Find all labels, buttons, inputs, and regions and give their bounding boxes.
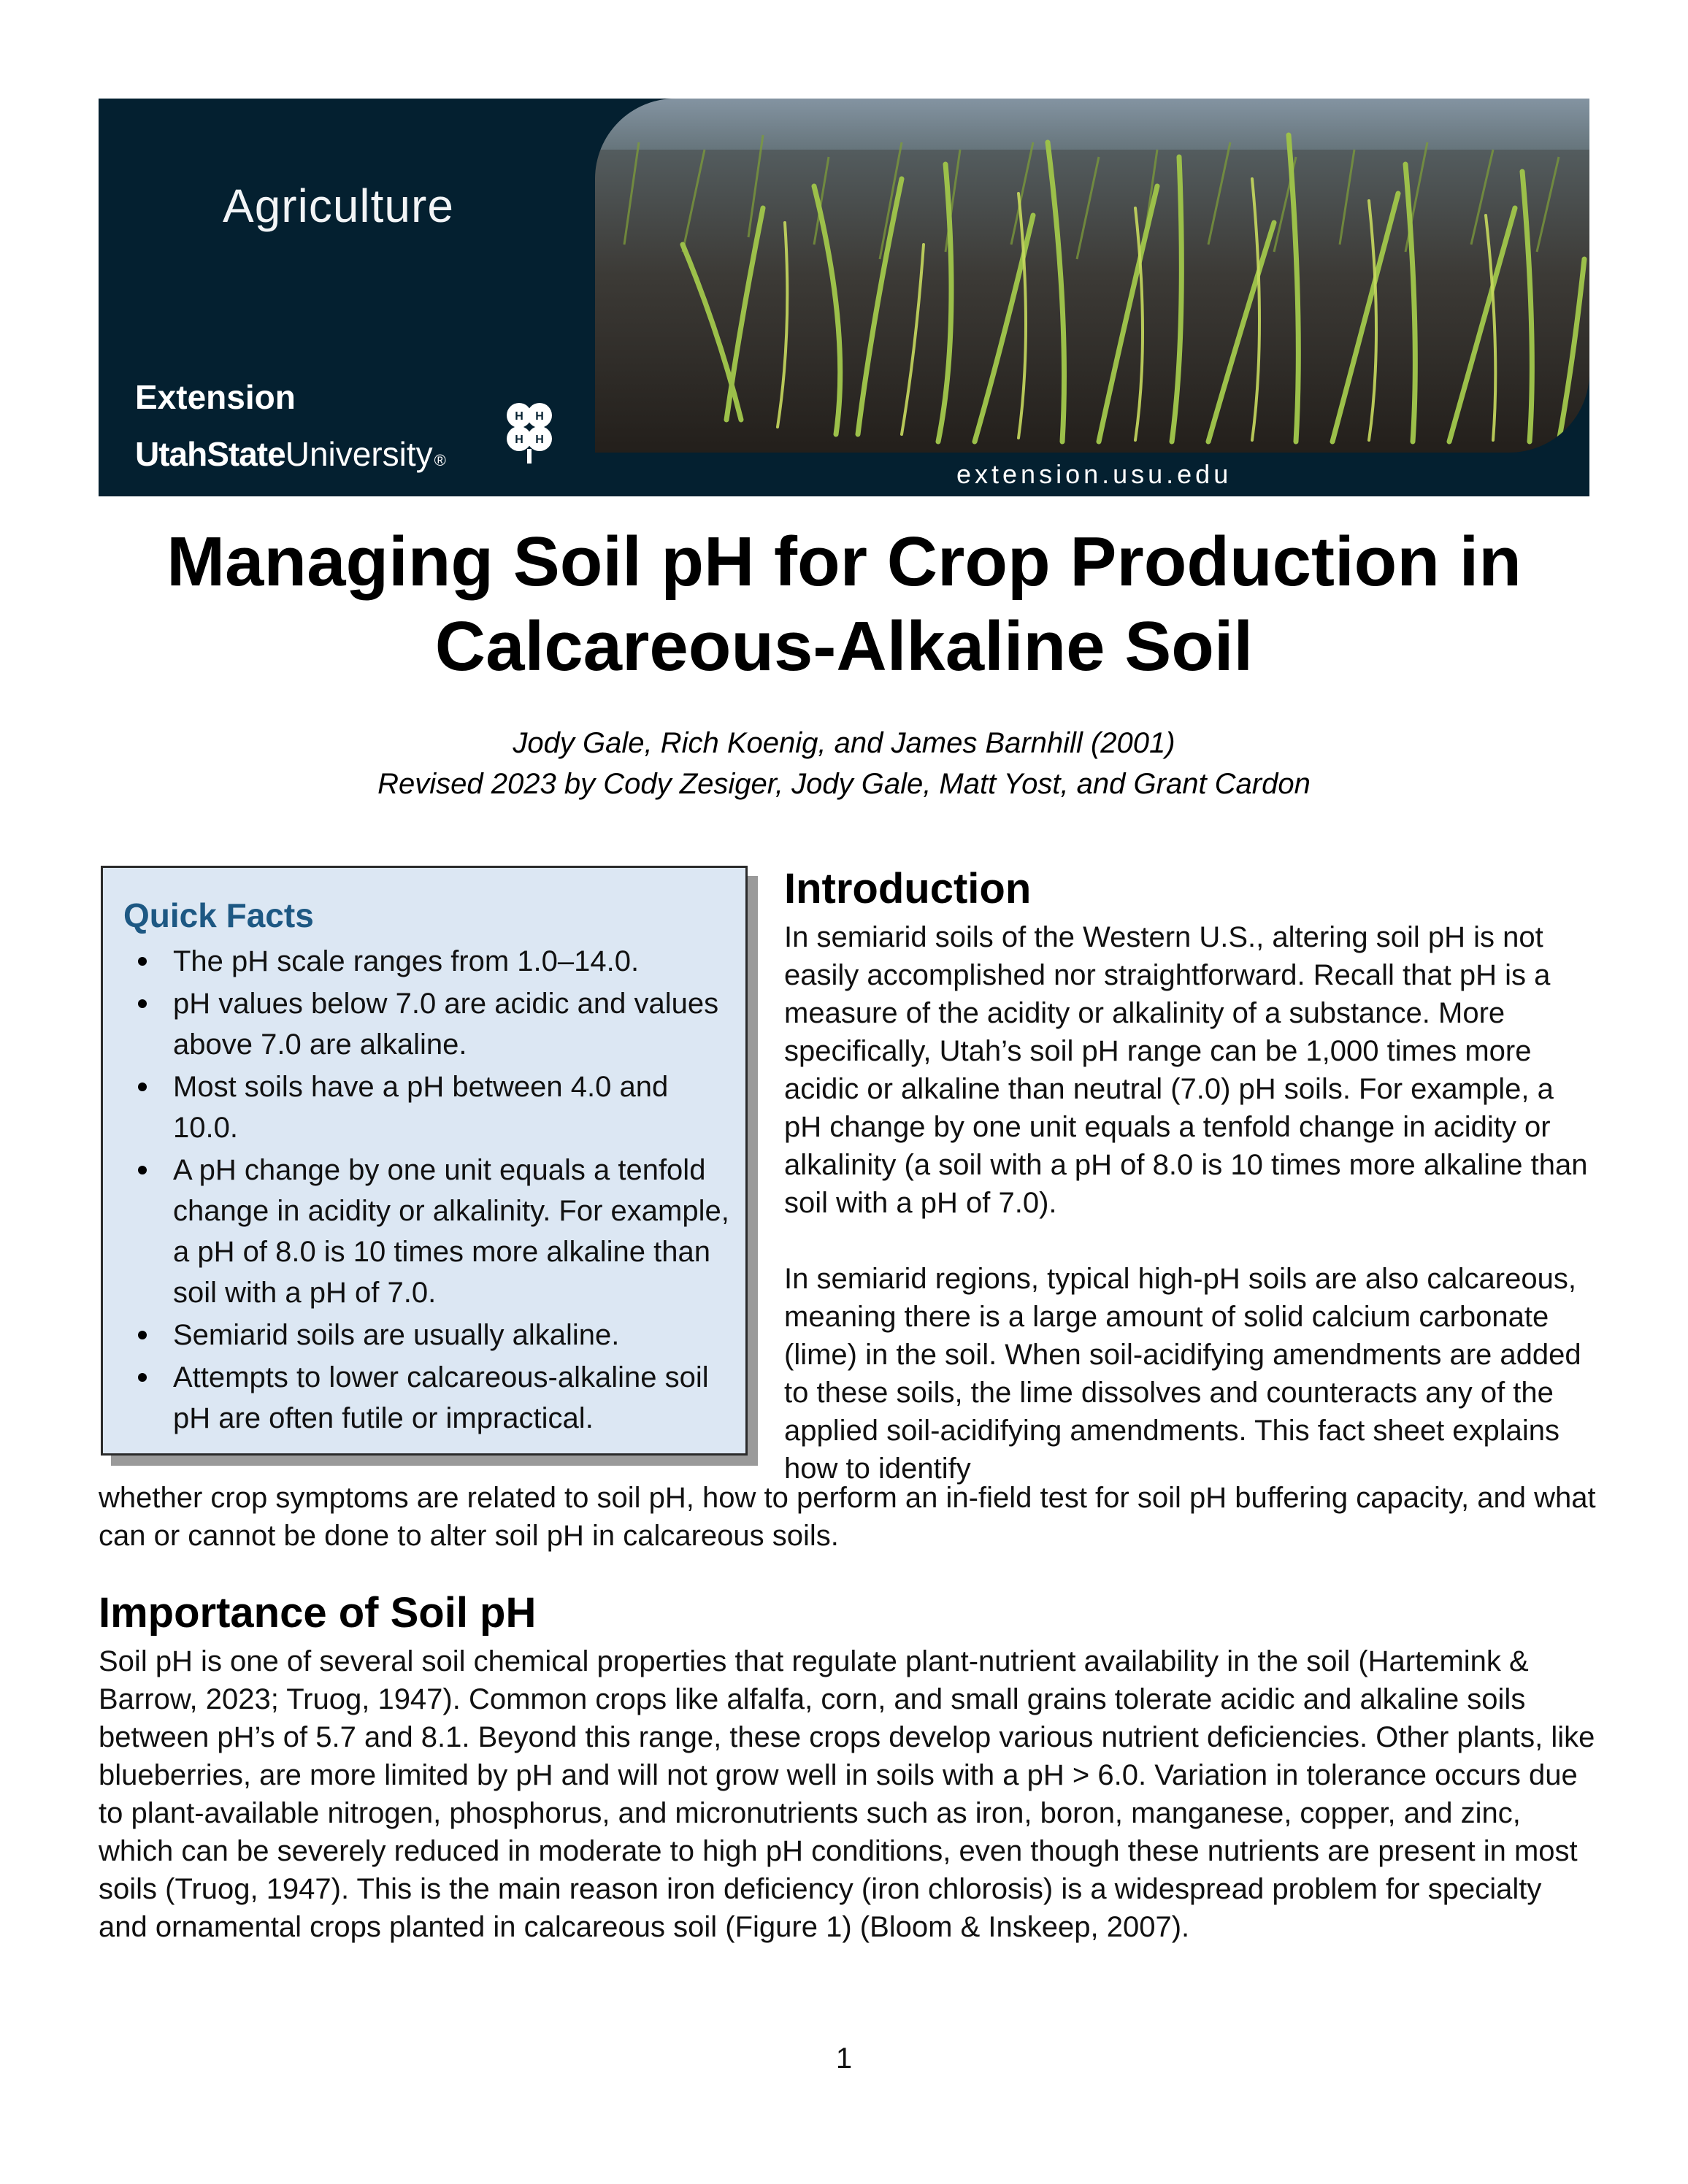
importance-paragraph: Soil pH is one of several soil chemical properties that regulate plant-nutrient availability in the soil (Hartemink & Barrow, 2023; Truog, 1947). Common crops like alfalfa, corn, and small grains tolerate acidic and alkaline soils between pH’s of 5.7 and 8.1. Beyond this range, these crops develop various nutrient deficiencies. Other plants, like blueberries, are more limited by pH and will not grow well in soils with a pH > 6.0. Variation in tolerance occurs due to plant-available nitrogen, phosphorus, and micronutrients such as iron, boron, manganese, copper, and zinc, which can be severely reduced in moderate to high pH conditions, even though these nutrients are present in most soils (Truog, 1947). This is the main reason iron deficiency (iron chlorosis) is a widespread problem for specialty and ornamental crops planted in calcareous soil (Figure 1) (Bloom & Inskeep, 2007). [99, 1645, 1595, 1943]
header-banner [99, 99, 1589, 496]
bullet-icon [138, 1373, 147, 1382]
list-item: pH values below 7.0 are acidic and values above 7.0 are alkaline. [123, 983, 737, 1065]
page-number: 1 [835, 2042, 853, 2075]
introduction-column [784, 918, 1595, 1488]
registered-mark: ® [434, 451, 446, 469]
importance-heading: Importance of Soil pH [99, 1589, 537, 1637]
quick-facts-title: Quick Facts [123, 896, 314, 934]
bullet-icon [138, 1166, 147, 1174]
section-label: Agriculture [223, 180, 454, 232]
bullet-icon [138, 999, 147, 1008]
quick-facts-box [101, 866, 748, 1456]
introduction-paragraph-2-continued: whether crop symptoms are related to soil pH, how to perform an in-field test for soil pH buffering capacity, and what can or cannot be done to alter soil pH in calcareous soils. [99, 1482, 1596, 1552]
introduction-heading: Introduction [784, 865, 1032, 912]
list-item: A pH change by one unit equals a tenfold change in acidity or alkalinity. For example, a pH of 8.0 is 10 times more alkaline than soil with a pH of 7.0. [123, 1150, 737, 1313]
svg-text:H: H [535, 434, 544, 446]
quick-facts-list [123, 941, 737, 1440]
bullet-icon [138, 1331, 147, 1339]
original-authors: Jody Gale, Rich Koenig, and James Barnhill (2001) [513, 727, 1175, 759]
extension-url: extension.usu.edu [956, 459, 1232, 489]
bullet-icon [138, 957, 147, 966]
usu-logo-regular: University [285, 435, 433, 473]
usu-logo-bold: UtahState [135, 435, 285, 473]
authors [110, 723, 1578, 804]
svg-text:H: H [535, 410, 544, 423]
list-item: Attempts to lower calcareous-alkaline soil pH are often futile or impractical. [123, 1357, 737, 1439]
usu-logo-text [135, 434, 446, 474]
introduction-paragraph-2: In semiarid regions, typical high-pH soils are also calcareous, meaning there is a large amount of solid calcium carbonate (lime) in the soil. When soil-acidifying amendments are added to these soils, the lime dissolves and counteracts any of the applied soil-acidifying amendments. This fact sheet explains how to identify [784, 1263, 1581, 1485]
bullet-icon [138, 1083, 147, 1091]
svg-text:H: H [515, 434, 523, 446]
list-item: The pH scale ranges from 1.0–14.0. [123, 941, 737, 982]
crop-field-illustration [595, 99, 1589, 453]
four-h-clover-icon [500, 399, 559, 465]
extension-label: Extension [135, 378, 296, 416]
svg-text:H: H [515, 410, 523, 423]
list-item: Most soils have a pH between 4.0 and 10.0. [123, 1066, 737, 1148]
revised-authors: Revised 2023 by Cody Zesiger, Jody Gale, Matt Yost, and Grant Cardon [377, 768, 1311, 800]
list-item: Semiarid soils are usually alkaline. [123, 1315, 737, 1356]
introduction-paragraph-1: In semiarid soils of the Western U.S., altering soil pH is not easily accomplished nor straightforward. Recall that pH is a measure of the acidity or alkalinity of a substance. More specifically, Utah’s soil pH range can be 1,000 times more acidic or alkaline than neutral (7.0) pH soils. For example, a pH change by one unit equals a tenfold change in acidity or alkalinity (a soil with a pH of 8.0 is 10 times more alkaline than soil with a pH of 7.0). [784, 921, 1588, 1219]
crop-field-photo [595, 99, 1589, 453]
document-title: Managing Soil pH for Crop Production in Calcareous-Alkaline Soil [166, 523, 1522, 685]
